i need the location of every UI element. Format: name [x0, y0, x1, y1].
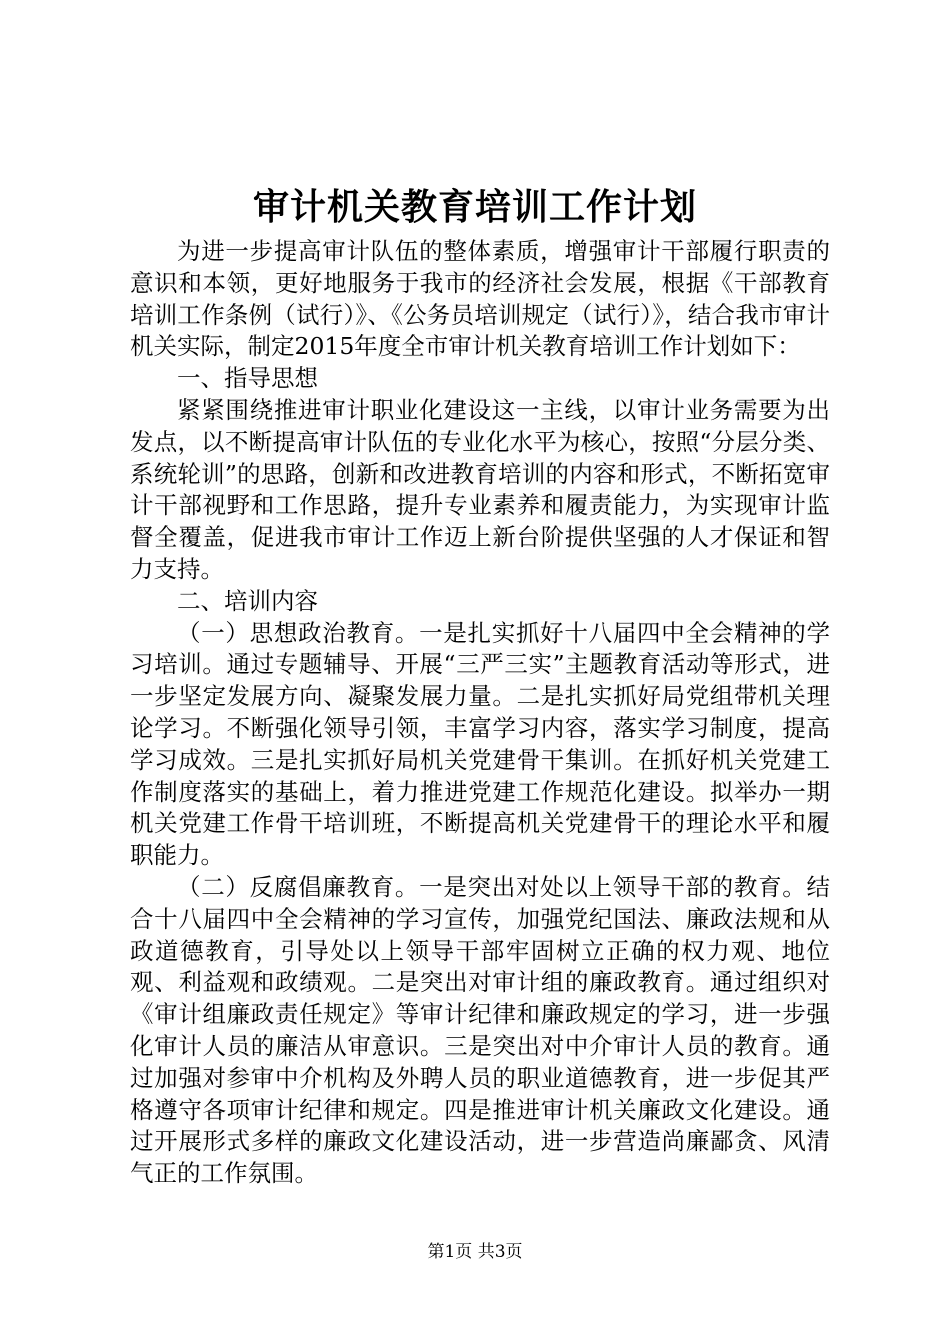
- section-heading-guiding-ideology: 一、指导思想: [177, 364, 318, 393]
- anti-corruption-paragraph: （二）反腐倡廉教育。一是突出对处以上领导干部的教育。结合十八届四中全会精神的学习宣传，加强党纪国法、廉政法规和从政道德教育，引导处以上领导干部牢固树立正确的权力观、地位观、利益观和政绩观。二是突出对审计组的廉政教育。通过组织对《审计组廉政责任规定》等审计纪律和廉政规定的学习，进一步强化审计人员的廉洁从审意识。三是突出对中介审计人员的教育。通过加强对参审中介机构及外聘人员的职业道德教育，进一步促其严格遵守各项审计纪律和规定。四是推进审计机关廉政文化建设。通过开展形式多样的廉政文化建设活动，进一步营造尚廉鄙贪、风清气正的工作氛围。: [130, 872, 830, 1188]
- page-number-footer: 第1页 共3页: [427, 1242, 523, 1262]
- political-education-paragraph: （一）思想政治教育。一是扎实抓好十八届四中全会精神的学习培训。通过专题辅导、开展“三严三实”主题教育活动等形式，进一步坚定发展方向、凝聚发展力量。二是扎实抓好局党组带机关理论学习。不断强化领导引领，丰富学习内容，落实学习制度，提高学习成效。三是扎实抓好局机关党建骨干集训。在抓好机关党建工作制度落实的基础上，着力推进党建工作规范化建设。拟举办一期机关党建工作骨干培训班，不断提高机关党建骨干的理论水平和履职能力。: [130, 618, 830, 870]
- section-heading-training-content: 二、培训内容: [177, 586, 318, 615]
- guiding-ideology-paragraph: 紧紧围绕推进审计职业化建设这一主线，以审计业务需要为出发点，以不断提高审计队伍的专业化水平为核心，按照“分层分类、系统轮训”的思路，创新和改进教育培训的内容和形式，不断拓宽审计干部视野和工作思路，提升专业素养和履责能力，为实现审计监督全覆盖，促进我市审计工作迈上新台阶提供坚强的人才保证和智力支持。: [130, 395, 830, 583]
- document-body: [130, 236, 830, 1190]
- intro-paragraph: 为进一步提高审计队伍的整体素质，增强审计干部履行职责的意识和本领，更好地服务于我市的经济社会发展，根据《干部教育培训工作条例（试行）》、《公务员培训规定（试行）》，结合我市审计机关实际，制定2015年度全市审计机关教育培训工作计划如下：: [130, 237, 830, 361]
- document-title: 审计机关教育培训工作计划: [252, 186, 697, 228]
